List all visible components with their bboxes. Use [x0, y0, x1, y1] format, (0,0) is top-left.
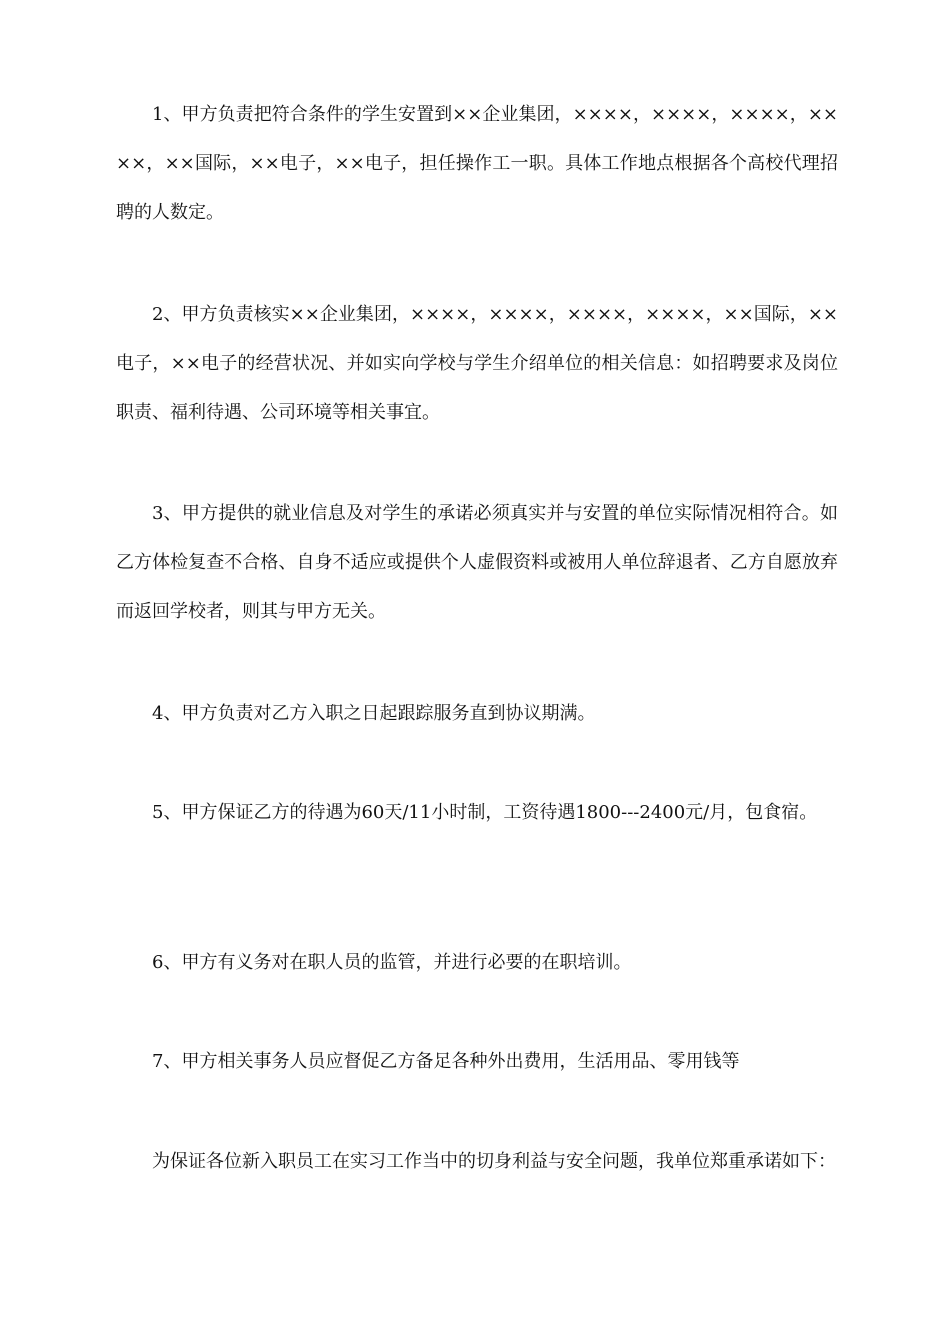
clause-4-paragraph: 4、甲方负责对乙方入职之日起跟踪服务直到协议期满。	[152, 703, 596, 724]
clause-2-paragraph: 2、甲方负责核实××企业集团，××××，××××，××××，××××，××国际，××电子，××电子的经营状况、并如实向学校与学生介绍单位的相关信息：如招聘要求及岗位职责、福利待遇、公司环境等相关事宜。	[116, 304, 838, 423]
clause-7-paragraph: 7、甲方相关事务人员应督促乙方备足各种外出费用，生活用品、零用钱等	[152, 1051, 740, 1072]
commitment-intro-paragraph: 为保证各位新入职员工在实习工作当中的切身利益与安全问题，我单位郑重承诺如下：	[152, 1151, 836, 1172]
clause-5-paragraph: 5、甲方保证乙方的待遇为60天/11小时制，工资待遇1800---2400元/月，包食宿。	[152, 802, 818, 823]
clause-1-paragraph: 1、甲方负责把符合条件的学生安置到××企业集团，××××，××××，××××，××××，××国际，××电子，××电子，担任操作工一职。具体工作地点根据各个高校代理招聘的人数定。	[116, 104, 838, 223]
clause-6-paragraph: 6、甲方有义务对在职人员的监管，并进行必要的在职培训。	[152, 952, 632, 973]
clause-3-paragraph: 3、甲方提供的就业信息及对学生的承诺必须真实并与安置的单位实际情况相符合。如乙方体检复查不合格、自身不适应或提供个人虚假资料或被用人单位辞退者、乙方自愿放弃而返回学校者，则其与甲方无关。	[116, 503, 838, 622]
